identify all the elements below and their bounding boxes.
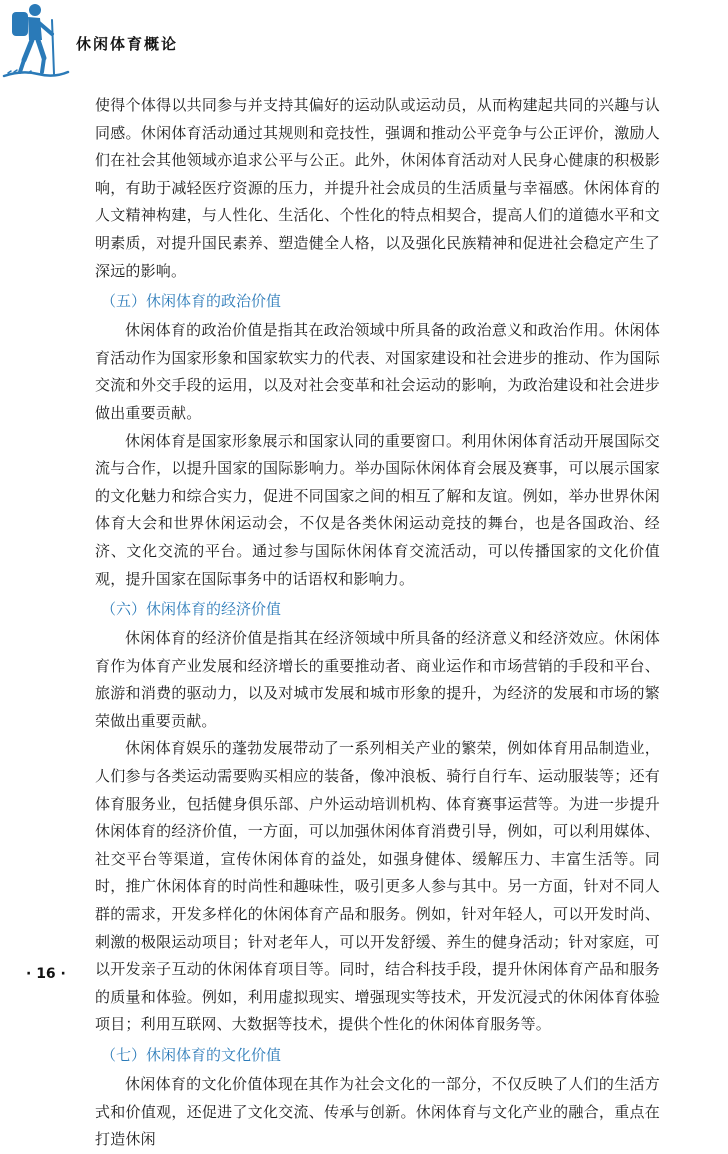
page-content (95, 92, 660, 1154)
body-paragraph: 休闲体育娱乐的蓬勃发展带动了一系列相关产业的繁荣，例如体育用品制造业，人们参与各类运动需要购买相应的装备，像冲浪板、骑行自行车、运动服装等；还有体育服务业，包括健身俱乐部、户外运动培训机构、体育赛事运营等。为进一步提升休闲体育的经济价值，一方面，可以加强休闲体育消费引导，例如，可以利用媒体、社交平台等渠道，宣传休闲体育的益处，如强身健体、缓解压力、丰富生活等。同时，推广休闲体育的时尚性和趣味性，吸引更多人参与其中。另一方面，针对不同人群的需求，开发多样化的休闲体育产品和服务。例如，针对年轻人，可以开发时尚、刺激的极限运动项目；针对老年人，可以开发舒缓、养生的健身活动；针对家庭，可以开发亲子互动的休闲体育项目等。同时，结合科技手段，提升休闲体育产品和服务的质量和体验。例如，利用虚拟现实、增强现实等技术，开发沉浸式的休闲体育体验项目；利用互联网、大数据等技术，提供个性化的休闲体育服务等。 (95, 739, 660, 1034)
hiker-icon (2, 0, 70, 80)
page-number: · 16 · (26, 966, 66, 982)
section-heading-political: （五）休闲体育的政治价值 (101, 292, 282, 311)
body-paragraph: 休闲体育是国家形象展示和国家认同的重要窗口。利用休闲体育活动开展国际交流与合作，以提升国家的国际影响力。举办国际休闲体育会展及赛事，可以展示国家的文化魅力和综合实力，促进不同国家之间的相互了解和友谊。例如，举办世界休闲体育大会和世界休闲运动会，不仅是各类休闲运动竞技的舞台，也是各国政治、经济、文化交流的平台。通过参与国际休闲体育交流活动，可以传播国家的文化价值观，提升国家在国际事务中的话语权和影响力。 (95, 431, 660, 588)
body-paragraph: 休闲体育的文化价值体现在其作为社会文化的一部分，不仅反映了人们的生活方式和价值观，还促进了文化交流、传承与创新。休闲体育与文化产业的融合，重点在打造休闲 (95, 1075, 660, 1149)
body-paragraph: 休闲体育的经济价值是指其在经济领域中所具备的经济意义和经济效应。休闲体育作为体育产业发展和经济增长的重要推动者、商业运作和市场营销的手段和平台、旅游和消费的驱动力，以及对城市发展和城市形象的提升，为经济的发展和市场的繁荣做出重要贡献。 (95, 629, 660, 730)
body-paragraph: 使得个体得以共同参与并支持其偏好的运动队或运动员，从而构建起共同的兴趣与认同感。休闲体育活动通过其规则和竞技性，强调和推动公平竞争与公正评价，激励人们在社会其他领域亦追求公平与公正。此外，休闲体育活动对人民身心健康的积极影响，有助于减轻医疗资源的压力，并提升社会成员的生活质量与幸福感。休闲体育的人文精神构建，与人性化、生活化、个性化的特点相契合，提高人们的道德水平和文明素质，对提升国民素养、塑造健全人格，以及强化民族精神和促进社会稳定产生了深远的影响。 (95, 96, 660, 280)
book-title: 休闲体育概论 (76, 35, 179, 53)
body-paragraph: 休闲体育的政治价值是指其在政治领域中所具备的政治意义和政治作用。休闲体育活动作为国家形象和国家软实力的代表、对国家建设和社会进步的推动、作为国际交流和外交手段的运用，以及对社会变革和社会运动的影响，为政治建设和社会进步做出重要贡献。 (95, 321, 660, 422)
section-heading-cultural: （七）休闲体育的文化价值 (101, 1046, 282, 1064)
section-heading-economic: （六）休闲体育的经济价值 (101, 600, 282, 619)
